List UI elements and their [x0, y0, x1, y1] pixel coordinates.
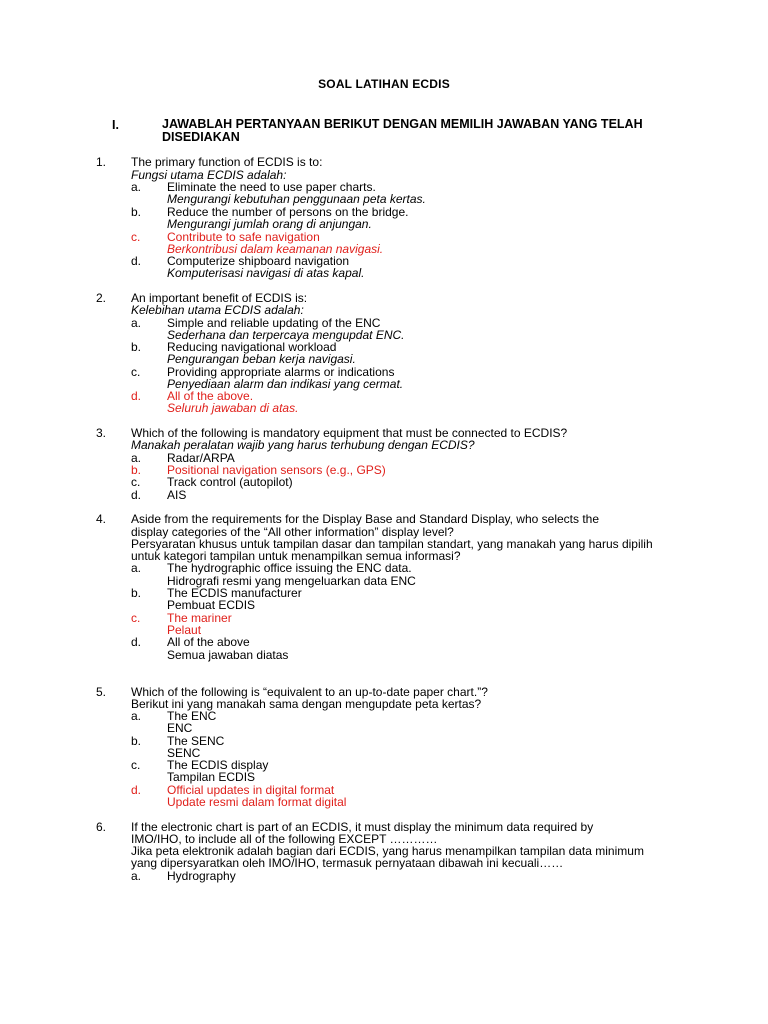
question-text-en: Aside from the requirements for the Display Base and Standard Display, who selects the [131, 512, 600, 526]
question-text-id: Jika peta elektronik adalah bagian dari ECDIS, yang harus menampilkan tampilan data minimum [131, 844, 644, 858]
question-text-id: Persyaratan khusus untuk tampilan dasar dan tampilan standart, yang manakah yang harus dipilih [131, 537, 653, 551]
option-text-en: Eliminate the need to use paper charts. [167, 180, 376, 194]
section-heading: JAWABLAH PERTANYAAN BERIKUT DENGAN MEMILIH JAWABAN YANG TELAH DISEDIAKAN [162, 117, 643, 144]
option-letter: a. [131, 561, 142, 575]
option-letter: d. [131, 254, 142, 268]
question-number: 6. [96, 820, 107, 834]
option-letter: c. [131, 758, 141, 772]
question-text-en: The primary function of ECDIS is to: [131, 155, 323, 169]
option-text-id: ENC [167, 721, 193, 735]
correct-option-text-id: Pelaut [167, 623, 202, 637]
option-text-id: Mengurangi jumlah orang di anjungan. [167, 217, 372, 231]
option-text-id: SENC [167, 746, 201, 760]
option-letter: b. [131, 340, 142, 354]
option-text-id: Komputerisasi navigasi di atas kapal. [167, 266, 365, 280]
question-text-en: If the electronic chart is part of an ECDIS, it must display the minimum data required by [131, 820, 594, 834]
option-text-en: The SENC [167, 734, 225, 748]
option-letter: d. [131, 635, 142, 649]
correct-option-text-en: Official updates in digital format [167, 783, 335, 797]
option-letter: d. [131, 488, 142, 502]
option-letter: a. [131, 709, 142, 723]
question-text-id: Berikut ini yang manakah sama dengan mengupdate peta kertas? [131, 697, 482, 711]
option-letter: b. [131, 734, 142, 748]
option-text-id: Hidrografi resmi yang mengeluarkan data ENC [167, 574, 416, 588]
question-text-id: untuk kategori tampilan untuk menampilkan semua informasi? [131, 549, 461, 563]
option-text-en: Simple and reliable updating of the ENC [167, 316, 381, 330]
question-text-id: Fungsi utama ECDIS adalah: [131, 168, 287, 182]
option-text-en: Providing appropriate alarms or indications [167, 365, 395, 379]
option-text-id: Sederhana dan terpercaya mengupdat ENC. [167, 328, 405, 342]
option-text-id: Tampilan ECDIS [167, 770, 256, 784]
question-number: 2. [96, 291, 107, 305]
option-text-en: All of the above [167, 635, 250, 649]
page-title: SOAL LATIHAN ECDIS [318, 77, 450, 91]
option-text-en: Track control (autopilot) [167, 475, 293, 489]
option-text-id: Semua jawaban diatas [167, 648, 289, 662]
option-text-en: Reduce the number of persons on the bridge. [167, 205, 409, 219]
correct-option-text-id: Seluruh jawaban di atas. [167, 401, 299, 415]
option-letter: a. [131, 869, 142, 883]
option-letter: c. [131, 475, 141, 489]
option-letter: c. [131, 365, 141, 379]
option-text-en: Hydrography [167, 869, 236, 883]
option-letter: b. [131, 586, 142, 600]
option-text-id: Mengurangi kebutuhan penggunaan peta kertas. [167, 192, 426, 206]
correct-option-text-en: The mariner [167, 611, 232, 625]
option-text-id: Penyediaan alarm dan indikasi yang cermat. [167, 377, 404, 391]
correct-option-text-id: Update resmi dalam format digital [167, 795, 347, 809]
question-text-id: Kelebihan utama ECDIS adalah: [131, 303, 304, 317]
question-text-en: Which of the following is “equivalent to an up-to-date paper chart.”? [131, 685, 488, 699]
correct-option-letter: d. [131, 783, 142, 797]
question-number: 1. [96, 155, 107, 169]
option-text-id: Pembuat ECDIS [167, 598, 256, 612]
question-text-en: display categories of the “All other information” display level? [131, 525, 454, 539]
question-number: 4. [96, 512, 107, 526]
correct-option-letter: c. [131, 230, 141, 244]
option-text-id: Pengurangan beban kerja navigasi. [167, 352, 356, 366]
option-text-en: Radar/ARPA [167, 451, 235, 465]
option-letter: a. [131, 451, 142, 465]
question-text-en: Which of the following is mandatory equipment that must be connected to ECDIS? [131, 426, 568, 440]
question-number: 3. [96, 426, 107, 440]
correct-option-letter: d. [131, 389, 142, 403]
option-text-en: The ECDIS display [167, 758, 269, 772]
question-text-id: yang dipersyaratkan oleh IMO/IHO, termasuk pernyataan dibawah ini kecuali…… [131, 856, 564, 870]
correct-option-letter: b. [131, 463, 142, 477]
option-letter: a. [131, 316, 142, 330]
question-text-en: IMO/IHO, to include all of the following EXCEPT ………… [131, 832, 438, 846]
section-number: I. [112, 118, 119, 132]
question-number: 5. [96, 685, 107, 699]
correct-option-text-en: All of the above. [167, 389, 254, 403]
option-text-en: Computerize shipboard navigation [167, 254, 350, 268]
option-text-en: The hydrographic office issuing the ENC data. [167, 561, 412, 575]
option-letter: a. [131, 180, 142, 194]
option-text-en: The ENC [167, 709, 217, 723]
question-text-en: An important benefit of ECDIS is: [131, 291, 308, 305]
correct-option-text-en: Positional navigation sensors (e.g., GPS) [167, 463, 386, 477]
correct-option-letter: c. [131, 611, 141, 625]
option-text-en: The ECDIS manufacturer [167, 586, 302, 600]
correct-option-text-id: Berkontribusi dalam keamanan navigasi. [167, 242, 384, 256]
option-letter: b. [131, 205, 142, 219]
correct-option-text-en: Contribute to safe navigation [167, 230, 320, 244]
question-text-id: Manakah peralatan wajib yang harus terhubung dengan ECDIS? [131, 438, 475, 452]
option-text-en: AIS [167, 488, 187, 502]
option-text-en: Reducing navigational workload [167, 340, 337, 354]
